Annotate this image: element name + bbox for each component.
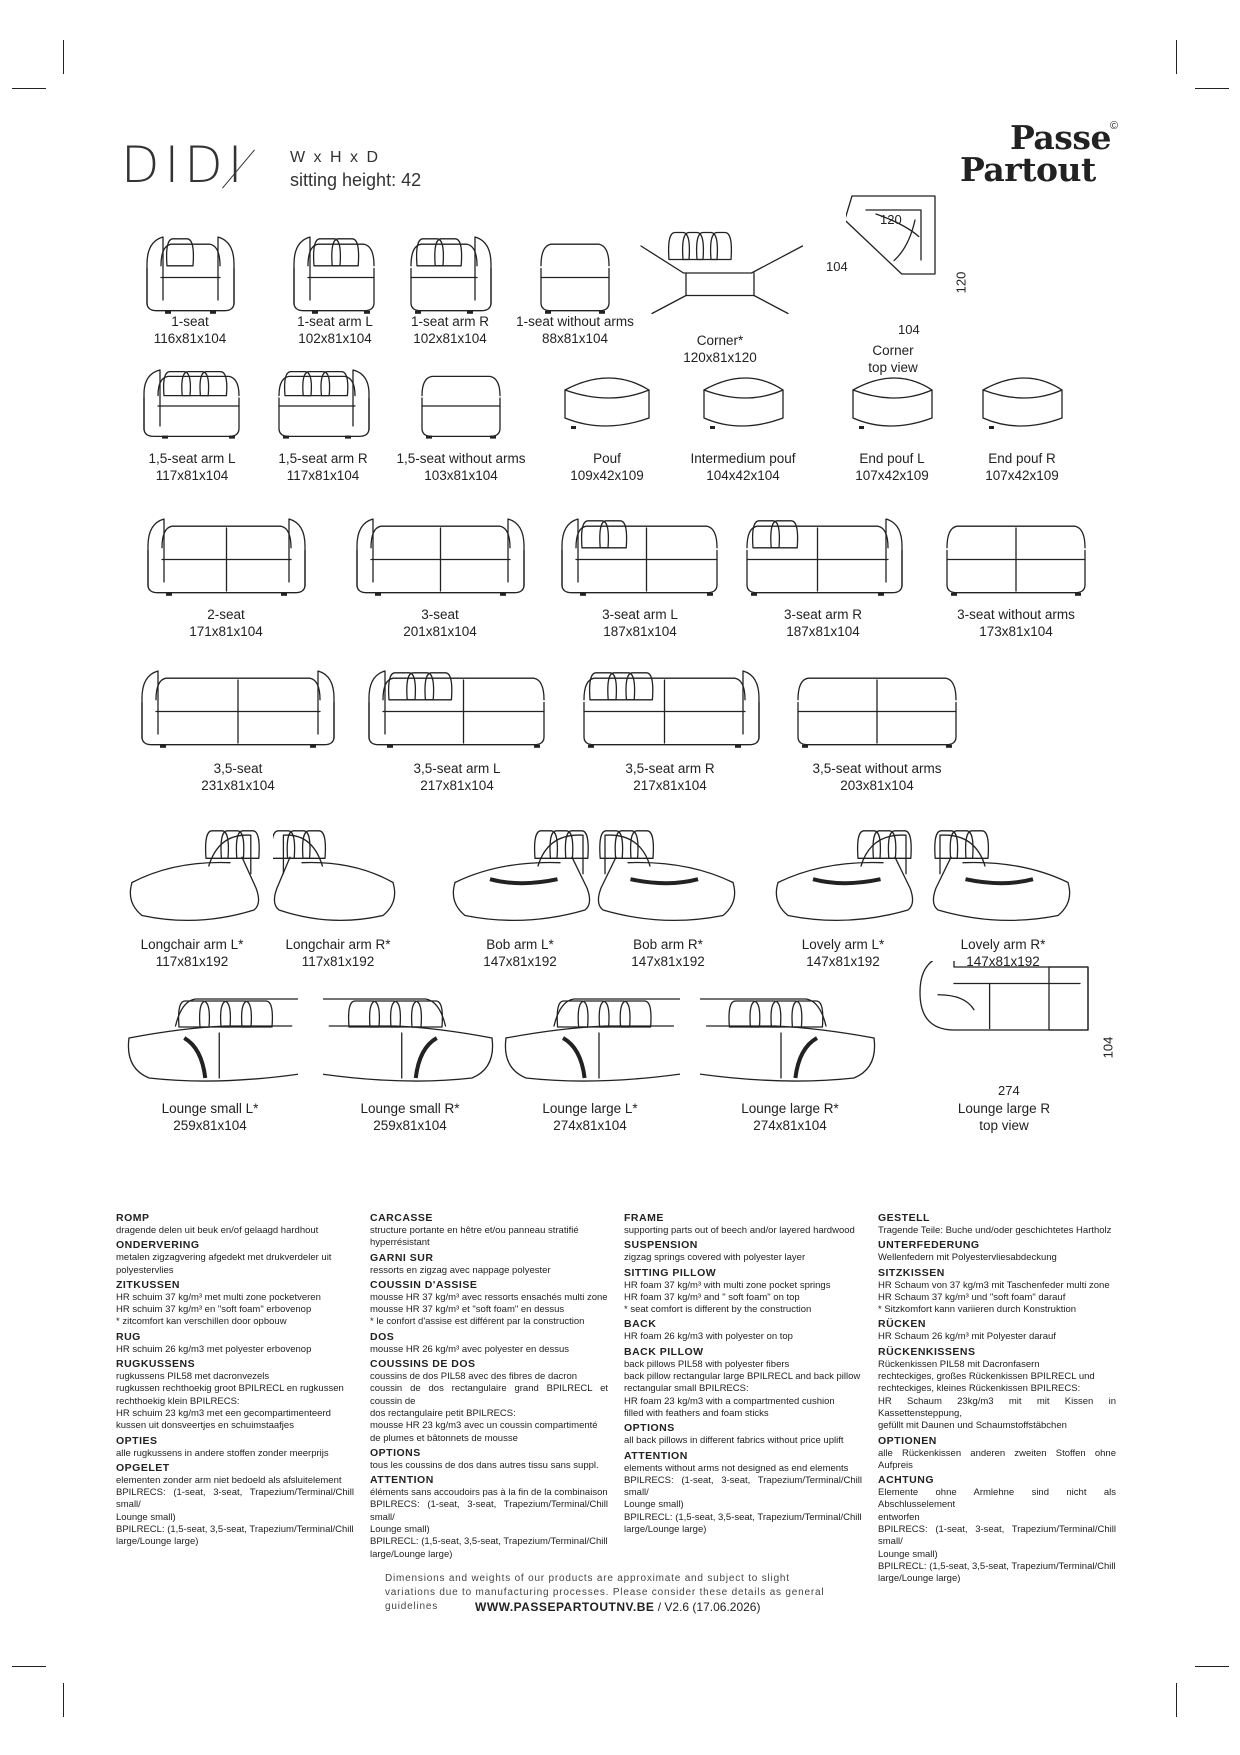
spec-line: HR Schaum von 37 kg/m3 mit Taschenfeder multi zone <box>878 1279 1110 1291</box>
crop-mark <box>63 1683 64 1717</box>
product-label <box>631 936 705 970</box>
product-size: 217x81x104 <box>420 778 494 793</box>
spec-line: metalen zigzagvering afgedekt met drukverdeler uit <box>116 1252 332 1264</box>
pictogram-lounge-large-r <box>700 993 880 1093</box>
spec-line: kussen uit donsveertjes en schuimstaafjes <box>116 1420 294 1432</box>
spec-line: tous les coussins de dos dans autres tissu sans suppl. <box>370 1459 599 1471</box>
product-size: 117x81x192 <box>155 954 229 969</box>
product-label <box>483 936 557 970</box>
pictogram-2-seat <box>144 510 309 600</box>
spec-line: de plumes et bâtonnets de mousse <box>370 1432 518 1444</box>
pictogram-lounge-small-r <box>323 993 498 1093</box>
product-size: 259x81x104 <box>173 1118 247 1133</box>
product-size: 116x81x104 <box>153 331 227 346</box>
spec-line: entworfen <box>878 1511 920 1523</box>
product-name: Lovely arm L* <box>801 937 885 952</box>
spec-heading: OPTIONS <box>370 1446 421 1459</box>
spec-text <box>624 1435 862 1447</box>
spec-line: hyperrésistant <box>370 1237 430 1249</box>
spec-heading: FRAME <box>624 1212 664 1224</box>
product-name: 1-seat without arms <box>516 314 634 329</box>
product-name: 3-seat <box>421 607 459 622</box>
pictogram-3-5-seat <box>138 662 338 752</box>
product-label <box>784 606 862 640</box>
product-size: 147x81x192 <box>483 954 557 969</box>
spec-text <box>624 1359 862 1420</box>
spec-heading: OPTIONEN <box>878 1434 937 1447</box>
spec-heading: ATTENTION <box>624 1449 688 1462</box>
product-size: 117x81x104 <box>155 468 229 483</box>
product-label <box>741 1100 839 1134</box>
spec-line: HR schuim 37 kg/m³ en "soft foam" erbovenop <box>116 1304 312 1316</box>
product-label <box>812 760 941 794</box>
spec-heading: RUGKUSSENS <box>116 1358 196 1371</box>
spec-heading: GESTELL <box>878 1212 930 1224</box>
spec-line: rugkussen rechthoekig groot BPILRECL en rugkussen <box>116 1383 344 1395</box>
product-label <box>411 313 489 347</box>
product-name: End pouf R <box>988 451 1056 466</box>
spec-line: BPILRECL: (1,5-seat, 3,5-seat, Trapezium/Terminal/Chill <box>878 1560 1116 1572</box>
spec-line: BPILRECL: (1,5-seat, 3,5-seat, Trapezium/Terminal/Chill <box>116 1524 354 1536</box>
product-size: 107x42x109 <box>985 468 1059 483</box>
product-label <box>396 450 525 484</box>
spec-column-nl <box>116 1210 354 1549</box>
spec-text <box>878 1448 1116 1473</box>
spec-line: HR Schaum 26 kg/m³ mit Polyester darauf <box>878 1331 1056 1343</box>
product-size: top view <box>979 1118 1029 1133</box>
page-title: DIDI <box>121 136 248 194</box>
brand-logo <box>960 118 1111 189</box>
spec-line: Lounge small) <box>624 1499 684 1511</box>
pictogram-lovely-arm-l <box>768 822 918 932</box>
spec-text <box>116 1448 354 1460</box>
product-size: 120x81x120 <box>683 350 757 365</box>
product-name: Longchair arm L* <box>140 937 244 952</box>
product-name: Lounge small R* <box>360 1101 460 1116</box>
spec-text <box>624 1225 862 1237</box>
spec-line: alle rugkussens in andere stoffen zonder meerprijs <box>116 1447 329 1459</box>
spec-line: * le confort d'assise est différent par la construction <box>370 1316 585 1328</box>
spec-line: ressorts en zigzag avec nappage polyester <box>370 1264 551 1276</box>
pictogram-lovely-arm-r <box>928 822 1078 932</box>
disclaimer-line-2: variations due to manufacturing processes. Please consider these details as general guidelines <box>385 1587 825 1612</box>
spec-line: gefüllt mit Daunen und Schaumstoffstäbchen <box>878 1420 1067 1432</box>
pictogram-pouf <box>557 362 657 442</box>
spec-text <box>116 1225 354 1237</box>
spec-line: mousse HR 23 kg/m3 avec un coussin compartimenté <box>370 1420 598 1432</box>
spec-heading: SITZKISSEN <box>878 1266 945 1279</box>
spec-line: mousse HR 37 kg/m³ et "soft foam" en dessus <box>370 1304 565 1316</box>
spec-line: BPILRECS: (1-seat, 3-seat, Trapezium/Terminal/Chill small/ <box>624 1474 862 1499</box>
product-name: 3-seat arm L <box>602 607 678 622</box>
spec-line: Lounge small) <box>370 1524 430 1536</box>
pictogram-3-seat-without-arms <box>941 510 1091 600</box>
spec-text <box>878 1225 1116 1237</box>
spec-line: filled with feathers and foam sticks <box>624 1407 769 1419</box>
spec-line: HR Schaum 23kg/m3 mit mit Kissen in Kassettensteppung, <box>878 1395 1116 1419</box>
spec-text <box>624 1331 862 1343</box>
lounge-dim-depth: 104 <box>1100 1036 1116 1059</box>
spec-text <box>370 1265 608 1277</box>
spec-line: large/Lounge large) <box>624 1524 707 1536</box>
spec-line: Rückenkissen PIL58 mit Dacronfasern <box>878 1358 1040 1370</box>
spec-heading: DOS <box>370 1330 395 1343</box>
product-name: 3-seat arm R <box>783 607 863 622</box>
product-size: 274x81x104 <box>553 1118 627 1133</box>
product-size: 201x81x104 <box>403 624 477 639</box>
spec-line: coussin de dos rectangulaire grand BPILRECL et coussin de <box>370 1383 608 1407</box>
spec-text <box>116 1371 354 1432</box>
product-label <box>958 1100 1050 1134</box>
spec-line: Elemente ohne Armlehne sind nicht als Abschlusselement <box>878 1487 1116 1511</box>
spec-line: HR schuim 37 kg/m³ met multi zone pocketveren <box>116 1291 321 1303</box>
spec-text <box>878 1280 1116 1317</box>
spec-heading: BACK <box>624 1318 657 1331</box>
spec-text <box>878 1487 1116 1585</box>
product-name: Lounge small L* <box>161 1101 259 1116</box>
spec-text <box>624 1280 862 1317</box>
product-label <box>413 760 500 794</box>
spec-line: zigzag springs covered with polyester layer <box>624 1252 806 1264</box>
spec-line: rechthoekig klein BPILRECS: <box>116 1395 240 1407</box>
product-name: 1-seat arm L <box>297 314 373 329</box>
product-label <box>154 313 227 347</box>
spec-line: HR schuim 23 kg/m3 met een gecompartimenteerd <box>116 1407 331 1419</box>
pictogram-longchair-arm-r <box>273 822 403 932</box>
spec-text <box>370 1292 608 1329</box>
product-name: 1,5-seat arm L <box>148 451 236 466</box>
spec-text <box>370 1371 608 1445</box>
spec-heading: GARNI SUR <box>370 1251 434 1264</box>
spec-heading: RUG <box>116 1330 141 1343</box>
pictogram-3-5-seat-arm-r <box>578 662 763 752</box>
spec-line: rugkussens PIL58 met dacronvezels <box>116 1371 270 1383</box>
spec-line: all back pillows in different fabrics without price uplift <box>624 1435 844 1447</box>
spec-heading: COUSSIN D'ASSISE <box>370 1278 478 1291</box>
crop-mark <box>1195 1666 1229 1667</box>
pictogram-lounge-small-l <box>123 993 298 1093</box>
spec-line: * Sitzkomfort kann variieren durch Konstruktion <box>878 1304 1077 1316</box>
spec-heading: ROMP <box>116 1212 150 1224</box>
product-size: 259x81x104 <box>373 1118 447 1133</box>
product-size: 217x81x104 <box>633 778 707 793</box>
pictogram-intermedium-pouf <box>696 362 791 442</box>
pictogram-bob-arm-l <box>445 822 595 932</box>
product-label <box>690 450 795 484</box>
crop-mark <box>63 40 64 74</box>
spec-heading: OPTIES <box>116 1434 158 1447</box>
pictogram-3-5-seat-without-arms <box>792 662 962 752</box>
spec-heading: OPGELET <box>116 1461 170 1474</box>
product-name: Longchair arm R* <box>285 937 391 952</box>
product-label <box>360 1100 459 1134</box>
product-size: 274x81x104 <box>753 1118 827 1133</box>
product-name: End pouf L <box>859 451 925 466</box>
product-size: 187x81x104 <box>786 624 860 639</box>
spec-line: BPILRECL: (1,5-seat, 3,5-seat, Trapezium/Terminal/Chill <box>624 1511 862 1523</box>
product-name: Corner* <box>696 333 744 348</box>
spec-line: back pillows PIL58 with polyester fibers <box>624 1358 790 1370</box>
product-label <box>516 313 634 347</box>
product-size: 117x81x104 <box>286 468 360 483</box>
product-label <box>570 450 644 484</box>
corner-dim-top: 120 <box>880 212 902 227</box>
lounge-dim-width: 274 <box>998 1083 1020 1098</box>
spec-heading: RÜCKEN <box>878 1318 926 1331</box>
spec-heading: COUSSINS DE DOS <box>370 1358 476 1371</box>
spec-line: * seat comfort is different by the construction <box>624 1304 812 1316</box>
website-footer <box>475 1600 760 1614</box>
spec-line: elements without arms not designed as end elements <box>624 1462 849 1474</box>
product-name: 3-seat without arms <box>957 607 1075 622</box>
spec-text <box>878 1359 1116 1433</box>
spec-line: rechteckiges, großes Rückenkissen BPILRECL und <box>878 1371 1095 1383</box>
brand-line-1: Passe <box>1010 118 1111 157</box>
pictogram-lounge-large-l <box>500 993 680 1093</box>
product-size: 88x81x104 <box>541 331 609 346</box>
pictogram-1-seat-arm-l <box>290 228 380 318</box>
pictogram-1-seat-arm-r <box>405 228 495 318</box>
dimensions-format: W x H x D <box>290 149 380 166</box>
spec-line: rectangular small BPILRECS: <box>624 1383 749 1395</box>
pictogram-corner-top-view <box>846 190 941 280</box>
spec-line: alle Rückenkissen anderen zweiten Stoffen ohne Aufpreis <box>878 1447 1116 1471</box>
pictogram-corner <box>635 228 805 318</box>
spec-line: HR foam 23 kg/m3 with a compartmented cushion <box>624 1395 835 1407</box>
product-name: Lovely arm R* <box>960 937 1046 952</box>
spec-line: coussins de dos PIL58 avec des fibres de dacron <box>370 1371 578 1383</box>
spec-text <box>370 1344 608 1356</box>
product-size: 117x81x192 <box>301 954 375 969</box>
product-name: Bob arm R* <box>633 937 703 952</box>
product-label <box>602 606 678 640</box>
pictogram-3-seat-arm-r <box>741 510 906 600</box>
product-label <box>542 1100 637 1134</box>
product-size: 147x81x192 <box>966 954 1040 969</box>
product-name: 1-seat <box>171 314 209 329</box>
spec-text <box>878 1331 1116 1343</box>
spec-line: back pillow rectangular large BPILRECL and back pillow <box>624 1371 861 1383</box>
spec-text <box>370 1225 608 1250</box>
spec-column-en <box>624 1210 862 1536</box>
pictogram-end-pouf-l <box>845 362 940 442</box>
spec-text <box>116 1252 354 1277</box>
spec-heading: UNTERFEDERUNG <box>878 1239 980 1252</box>
product-label <box>403 606 477 640</box>
spec-line: éléments sans accoudoirs pas à la fin de la combinaison <box>370 1487 608 1499</box>
spec-heading: ACHTUNG <box>878 1474 934 1487</box>
crop-mark <box>1176 1683 1177 1717</box>
spec-heading: SITTING PILLOW <box>624 1266 717 1279</box>
product-size: 171x81x104 <box>189 624 263 639</box>
product-name: 3,5-seat arm L <box>413 761 501 776</box>
product-label <box>802 936 885 970</box>
corner-dim-right: 120 <box>953 271 969 294</box>
spec-heading: ONDERVERING <box>116 1239 200 1252</box>
product-name: 1-seat arm R <box>410 314 490 329</box>
spec-line: supporting parts out of beech and/or layered hardwood <box>624 1225 855 1236</box>
product-name: Lounge large R <box>957 1101 1051 1116</box>
spec-line: elementen zonder arm niet bedoeld als afsluitelement <box>116 1474 342 1486</box>
product-label <box>985 450 1059 484</box>
product-size: 203x81x104 <box>840 778 914 793</box>
product-label <box>162 1100 259 1134</box>
corner-dim-left: 104 <box>826 259 848 274</box>
spec-line: HR foam 37 kg/m³ with multi zone pocket springs <box>624 1279 831 1291</box>
product-size: 102x81x104 <box>413 331 487 346</box>
product-label <box>278 450 367 484</box>
spec-heading: OPTIONS <box>624 1422 675 1435</box>
spec-line: Tragende Teile: Buche und/oder geschichtetes Hartholz <box>878 1225 1112 1236</box>
product-label <box>141 936 244 970</box>
spec-line: large/Lounge large) <box>878 1573 961 1585</box>
pictogram-end-pouf-r <box>975 362 1070 442</box>
product-size: 109x42x109 <box>570 468 644 483</box>
spec-heading: ATTENTION <box>370 1474 434 1487</box>
version-info: / V2.6 (17.06.2026) <box>654 1600 761 1614</box>
product-size: 147x81x192 <box>631 954 705 969</box>
spec-text <box>624 1463 862 1537</box>
product-label <box>201 760 275 794</box>
product-name: 1,5-seat arm R <box>278 451 368 466</box>
spec-line: Lounge small) <box>116 1511 176 1523</box>
product-name: Pouf <box>593 451 621 466</box>
spec-column-de <box>878 1210 1116 1586</box>
product-label <box>297 313 373 347</box>
brand-line-2: Partout <box>960 150 1096 189</box>
sitting-height: sitting height: 42 <box>290 170 422 190</box>
product-name: 3,5-seat <box>213 761 263 776</box>
spec-text <box>116 1344 354 1356</box>
spec-line: polyestervlies <box>116 1264 174 1276</box>
pictogram-1-5-seat-without-arms <box>416 362 506 442</box>
disclaimer-line-1: Dimensions and weights of our products are approximate and subject to slight <box>385 1573 790 1584</box>
crop-mark <box>1176 40 1177 74</box>
spec-line: HR foam 26 kg/m3 with polyester on top <box>624 1331 793 1343</box>
spec-text <box>370 1487 608 1561</box>
spec-text <box>116 1292 354 1329</box>
product-size: 187x81x104 <box>603 624 677 639</box>
copyright-icon: © <box>1110 120 1119 132</box>
spec-text <box>878 1252 1116 1264</box>
pictogram-3-5-seat-arm-l <box>365 662 550 752</box>
product-label <box>957 606 1075 640</box>
pictogram-1-seat <box>143 228 238 318</box>
product-size: 173x81x104 <box>979 624 1053 639</box>
pictogram-longchair-arm-l <box>122 822 262 932</box>
pictogram-1-5-seat-arm-l <box>140 362 245 442</box>
spec-line: rechteckiges, kleines Rückenkissen BPILRECS: <box>878 1383 1081 1395</box>
crop-mark <box>12 88 46 89</box>
pictogram-3-seat-arm-l <box>558 510 723 600</box>
spec-line: large/Lounge large) <box>370 1548 453 1560</box>
product-name: Intermedium pouf <box>690 451 796 466</box>
product-name: Bob arm L* <box>486 937 554 952</box>
corner-dim-bottom: 104 <box>898 322 920 337</box>
spec-line: BPILRECS: (1-seat, 3-seat, Trapezium/Terminal/Chill small/ <box>116 1487 354 1511</box>
product-name: 3,5-seat arm R <box>625 761 715 776</box>
spec-line: * zitcomfort kan verschillen door opbouw <box>116 1316 287 1328</box>
spec-line: BPILRECS: (1-seat, 3-seat, Trapezium/Terminal/Chill small/ <box>370 1499 608 1523</box>
product-size: 147x81x192 <box>806 954 880 969</box>
product-size: 104x42x104 <box>706 468 780 483</box>
pictogram-bob-arm-r <box>593 822 743 932</box>
spec-text <box>370 1460 608 1472</box>
product-size: 107x42x109 <box>855 468 929 483</box>
spec-heading: ZITKUSSEN <box>116 1278 181 1291</box>
spec-text <box>624 1252 862 1264</box>
spec-heading: SUSPENSION <box>624 1239 698 1252</box>
product-name: Lounge large L* <box>542 1101 638 1116</box>
product-name: Lounge large R* <box>741 1101 839 1116</box>
spec-heading: BACK PILLOW <box>624 1345 704 1358</box>
product-size: top view <box>868 360 918 375</box>
pictogram-1-seat-without-arms <box>535 228 615 318</box>
spec-line: HR Schaum 37 kg/m³ und "soft foam" darauf <box>878 1291 1066 1303</box>
product-size: 102x81x104 <box>298 331 372 346</box>
pictogram-lounge-large-r-top-view <box>914 961 1094 1036</box>
product-label <box>855 450 929 484</box>
crop-mark <box>1195 88 1229 89</box>
product-label <box>148 450 235 484</box>
crop-mark <box>12 1666 46 1667</box>
product-label <box>683 332 757 366</box>
spec-line: dragende delen uit beuk en/of gelaagd hardhout <box>116 1225 319 1236</box>
website-link[interactable]: WWW.PASSEPARTOUTNV.BE <box>475 1600 655 1614</box>
product-name: 3,5-seat without arms <box>812 761 942 776</box>
product-size: 231x81x104 <box>201 778 275 793</box>
spec-line: Wellenfedern mit Polyestervliesabdeckung <box>878 1252 1057 1264</box>
spec-line: HR foam 37 kg/m³ and " soft foam" on top <box>624 1291 800 1303</box>
product-label <box>189 606 263 640</box>
product-size: 103x81x104 <box>424 468 498 483</box>
product-name: Corner <box>872 343 914 358</box>
spec-text <box>116 1475 354 1549</box>
spec-line: structure portante en hêtre et/ou panneau stratifié <box>370 1225 579 1236</box>
product-label <box>285 936 390 970</box>
spec-column-fr <box>370 1210 608 1561</box>
product-label <box>625 760 714 794</box>
product-name: 1,5-seat without arms <box>396 451 526 466</box>
spec-line: BPILRECS: (1-seat, 3-seat, Trapezium/Terminal/Chill small/ <box>878 1524 1116 1548</box>
spec-line: large/Lounge large) <box>116 1536 199 1548</box>
spec-line: BPILRECL: (1,5-seat, 3,5-seat, Trapezium/Terminal/Chill <box>370 1536 608 1548</box>
spec-heading: CARCASSE <box>370 1212 433 1224</box>
pictogram-1-5-seat-arm-r <box>273 362 373 442</box>
product-name: 2-seat <box>207 607 245 622</box>
spec-line: mousse HR 26 kg/m³ avec polyester en dessus <box>370 1343 570 1355</box>
spec-line: dos rectangulaire petit BPILRECS: <box>370 1407 516 1419</box>
spec-heading: RÜCKENKISSENS <box>878 1345 976 1358</box>
spec-line: HR schuim 26 kg/m3 met polyester erbovenop <box>116 1343 312 1355</box>
pictogram-3-seat <box>353 510 528 600</box>
spec-line: Lounge small) <box>878 1548 938 1560</box>
spec-line: mousse HR 37 kg/m³ avec ressorts ensachés multi zone <box>370 1291 608 1303</box>
